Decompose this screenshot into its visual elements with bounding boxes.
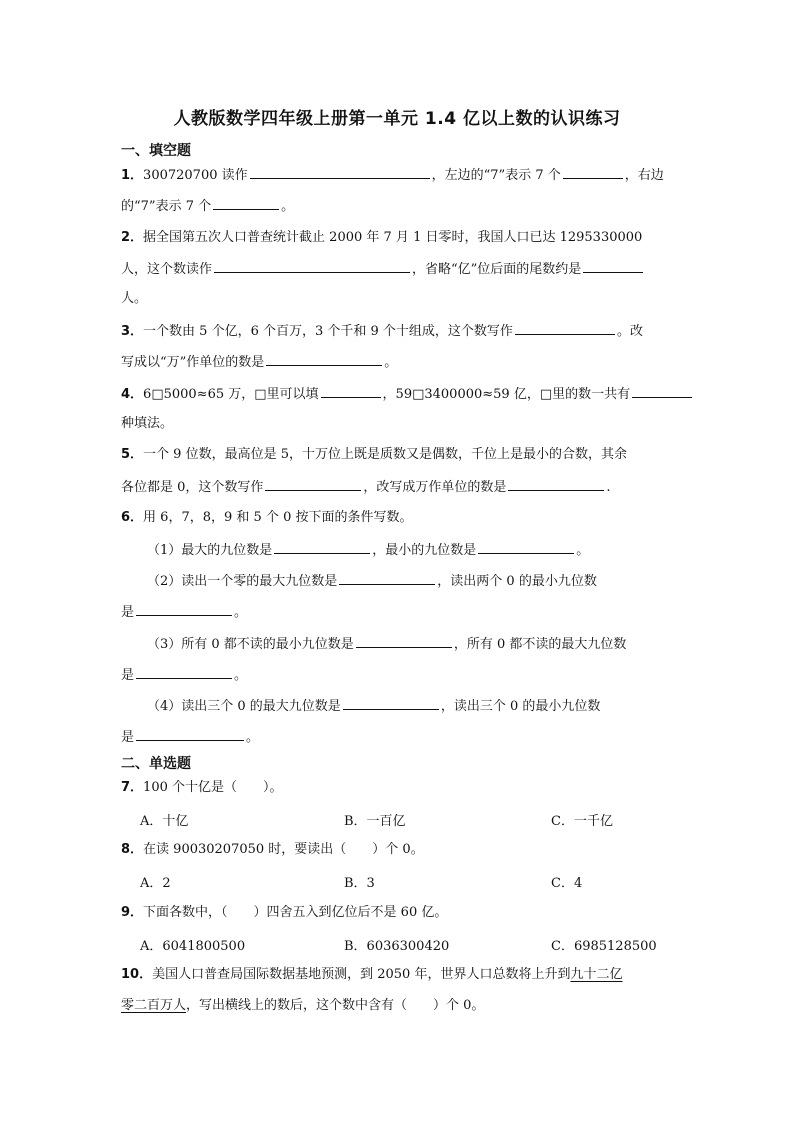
question-4-line-2: 种填法。 (121, 416, 174, 431)
question-8: 8．在读 90030207050 时，要读出（ ）个 0。 (121, 842, 424, 857)
question-2-line-1: 2．据全国第五次人口普查统计截止 2000 年 7 月 1 日零时，我国人口已达 1295330000 (121, 230, 643, 245)
answer-blank[interactable] (321, 384, 381, 398)
question-6-part-1: （1）最大的九位数是 ，最小的九位数是 。 (147, 540, 707, 560)
question-2-line-2: 人，这个数读作 ，省略“亿”位后面的尾数约是 (121, 259, 681, 279)
question-5-line-1: 5．一个 9 位数，最高位是 5，十万位上既是质数又是偶数，千位上是最小的合数，其余 (121, 447, 627, 462)
question-6-part-4: （4）读出三个 0 的最大九位数是 ，读出三个 0 的最小九位数 (147, 696, 707, 716)
question-3-line-2: 写成以“万”作单位的数是 。 (121, 352, 681, 372)
question-6-part-4-cont: 是 。 (121, 727, 681, 747)
question-6-part-3-cont: 是 。 (121, 665, 681, 685)
answer-blank[interactable] (136, 727, 244, 741)
answer-blank[interactable] (583, 259, 643, 273)
answer-blank[interactable] (265, 477, 361, 491)
question-2-line-3: 人。 (121, 291, 148, 306)
answer-blank[interactable] (274, 540, 370, 554)
question-5-line-2: 各位都是 0，这个数写作 ，改写成万作单位的数是 . (121, 477, 681, 497)
answer-blank[interactable] (339, 571, 435, 585)
question-1-line-2: 的“7”表示 7 个 。 (121, 196, 681, 216)
option-a[interactable]: A．2 (140, 876, 171, 891)
question-4-line-1: 4．6□5000≈65 万，□里可以填 ，59□3400000≈59 亿，□里的数一共有 (121, 384, 681, 404)
answer-blank[interactable] (136, 602, 232, 616)
section-single-choice: 二、单选题 (121, 756, 191, 772)
option-a[interactable]: A．6041800500 (140, 939, 246, 954)
question-7: 7．100 个十亿是（ ）。 (121, 780, 283, 795)
answer-blank[interactable] (213, 196, 279, 210)
question-6-part-2: （2）读出一个零的最大九位数是 ，读出两个 0 的最小九位数 (147, 571, 707, 591)
page-title: 人教版数学四年级上册第一单元 1.4 亿以上数的认识练习 (173, 109, 621, 129)
answer-blank[interactable] (632, 384, 692, 398)
answer-blank[interactable] (563, 165, 623, 179)
question-10-line-1: 10．美国人口普查局国际数据基地预测，到 2050 年，世界人口总数将上升到九十二亿 (121, 967, 623, 982)
option-b[interactable]: B．3 (344, 876, 375, 891)
answer-blank[interactable] (508, 477, 604, 491)
option-c[interactable]: C．6985128500 (551, 939, 657, 954)
answer-blank[interactable] (515, 321, 615, 335)
option-b[interactable]: B．6036300420 (344, 939, 450, 954)
question-10-line-2: 零二百万人，写出横线上的数后，这个数中含有（ ）个 0。 (121, 998, 485, 1013)
answer-blank[interactable] (478, 540, 574, 554)
question-6-line-1: 6．用 6，7，8，9 和 5 个 0 按下面的条件写数。 (121, 510, 413, 525)
section-fill-in: 一、填空题 (121, 143, 191, 159)
question-1-line-1: 1．300720700 读作 ，左边的“7”表示 7 个 ，右边 (121, 165, 681, 185)
answer-blank[interactable] (136, 665, 232, 679)
option-a[interactable]: A．十亿 (140, 814, 189, 829)
answer-blank[interactable] (214, 259, 410, 273)
answer-blank[interactable] (343, 696, 439, 710)
question-6-part-3: （3）所有 0 都不读的最小九位数是 ，所有 0 都不读的最大九位数 (147, 634, 707, 654)
question-3-line-1: 3．一个数由 5 个亿，6 个百万，3 个千和 9 个十组成，这个数写作 。改 (121, 321, 681, 341)
answer-blank[interactable] (250, 165, 430, 179)
question-6-part-2-cont: 是 。 (121, 602, 681, 622)
answer-blank[interactable] (356, 634, 452, 648)
answer-blank[interactable] (266, 352, 382, 366)
option-c[interactable]: C．4 (551, 876, 583, 891)
question-9: 9．下面各数中，（ ）四舍五入到亿位后不是 60 亿。 (121, 905, 448, 920)
option-c[interactable]: C．一千亿 (551, 814, 613, 829)
option-b[interactable]: B．一百亿 (344, 814, 406, 829)
